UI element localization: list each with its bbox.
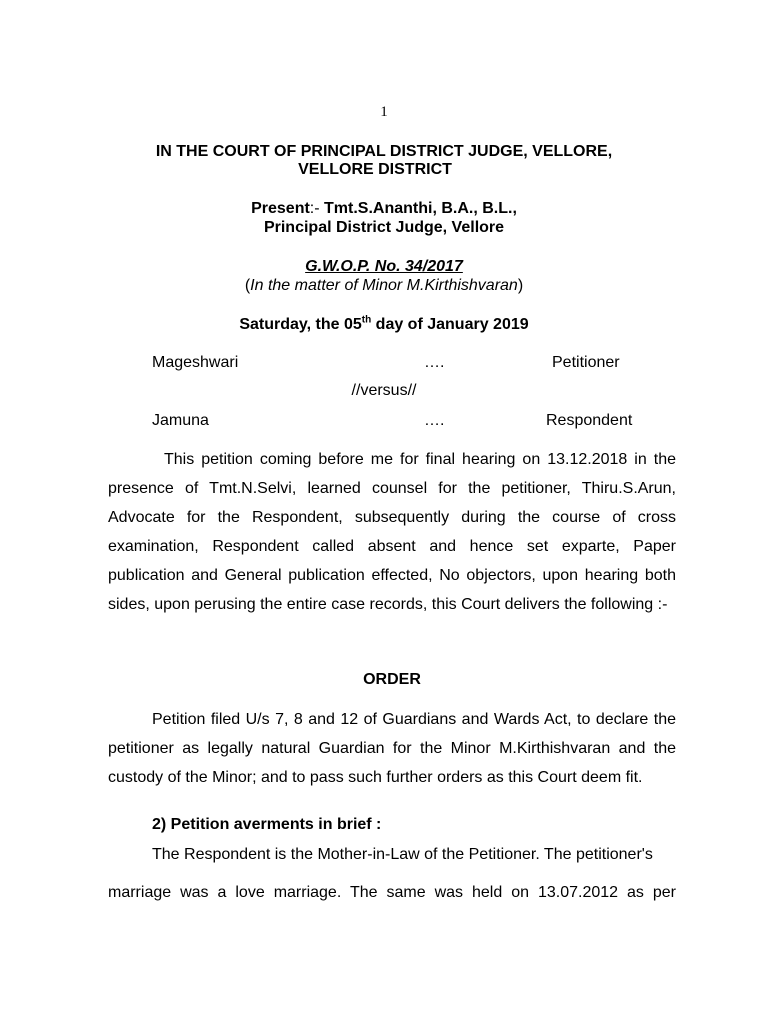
judgment-date [0,315,768,334]
date-prefix: Saturday, the 05 [239,316,362,333]
case-matter-text: In the matter of Minor M.Kirthishvaran [250,277,518,294]
respondent-role: Respondent [546,412,633,429]
page-number: 1 [380,104,388,120]
order-heading: ORDER [363,671,421,688]
petitioner-dots: …. [424,354,445,371]
date-rest: day of January 2019 [371,316,529,333]
respondent-dots: …. [424,412,445,429]
present-label: Present [251,200,310,217]
date-suffix: th [361,314,372,326]
order-paragraph: Petition filed U/s 7, 8 and 12 of Guardians and Wards Act, to declare the petitioner as legally natural Guardian for the Minor M.Kirthishvaran and the custody of the Minor; and to pass such further orders as this Court deem fit. [108,711,676,786]
versus-line: //versus// [351,382,417,399]
petitioner-name: Mageshwari [152,354,239,371]
case-number: G.W.O.P. No. 34/2017 [305,258,463,275]
present-line [0,199,768,218]
court-title-line2: VELLORE DISTRICT [298,161,452,178]
averment-line2: marriage was a love marriage. The same was held on 13.07.2012 as per [108,884,676,901]
hearing-paragraph: This petition coming before me for final hearing on 13.12.2018 in the presence of Tmt.N.Selvi, learned counsel for the petitioner, Thiru.S.Arun, Advocate for the Respondent, subsequently during the course of cross examination, Respondent called absent and hence set exparte, Paper publication and General publication effected, No objectors, upon hearing both sides, upon perusing the entire case records, this Court delivers the following :- [108,451,676,613]
section-heading: 2) Petition averments in brief : [152,816,382,833]
judge-name: Tmt.S.Ananthi, B.A., B.L., [324,200,517,217]
petitioner-role: Petitioner [552,354,620,371]
case-matter: (In the matter of Minor M.Kirthishvaran) [244,277,524,294]
judge-title: Principal District Judge, Vellore [263,219,505,236]
present-separator: :- [309,200,325,217]
respondent-name: Jamuna [152,412,209,429]
averment-line1: The Respondent is the Mother-in-Law of the Petitioner. The petitioner's [152,846,653,863]
court-title-line1: IN THE COURT OF PRINCIPAL DISTRICT JUDGE, VELLORE, [155,143,613,160]
